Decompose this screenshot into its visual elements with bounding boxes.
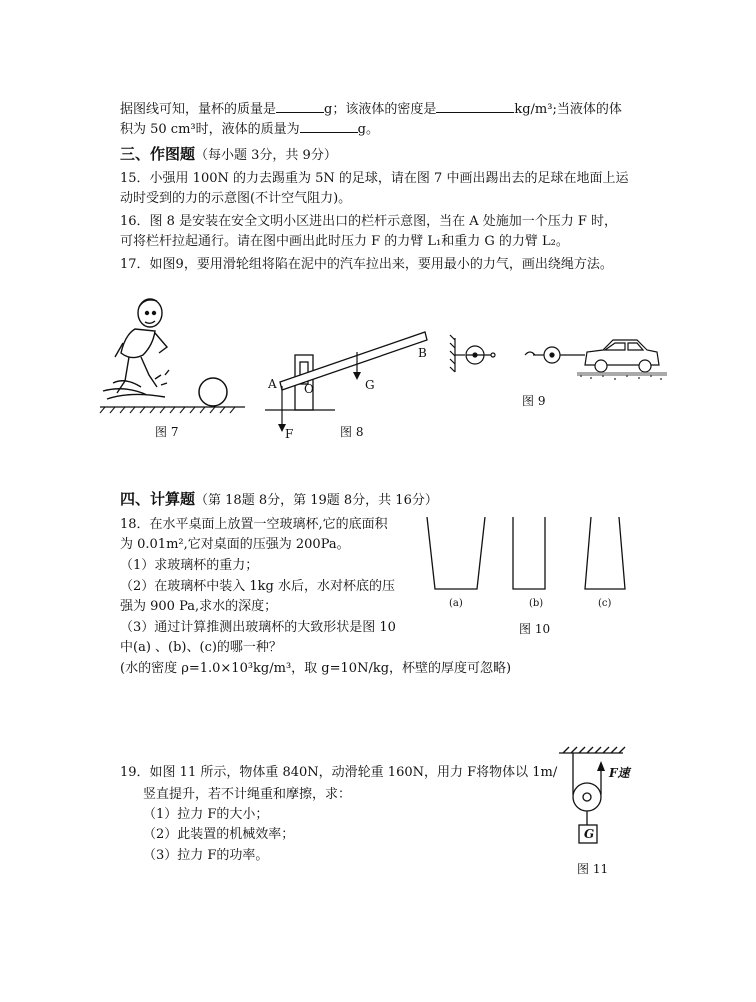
text-line [120,100,622,119]
cup-b-caption: (b) [529,598,544,609]
text-line [120,120,379,139]
question-19-line: （1）拉力 F的大小； [143,807,269,822]
question-18-line: （3）通过计算推测出玻璃杯的大致形状是图 10 [120,620,396,635]
figure-11-caption: 图 11 [577,862,609,876]
text: 据图线可知，量杯的质量是 [120,102,277,117]
figure-9-caption: 图 9 [522,394,546,408]
question-19-line: 竖直提升，若不计绳重和摩擦，求： [143,787,352,802]
label-b: B [418,346,427,360]
question-18-note: (水的密度 ρ=1.0×10³kg/m³，取 g=10N/kg，杯壁的厚度可忽略) [120,661,512,676]
question-18-line: （1）求玻璃杯的重力； [120,558,259,573]
answer-blank[interactable] [276,100,324,113]
text: kg/m³;当液体的体 [514,102,622,117]
football [199,378,227,406]
figure-7-caption: 图 7 [155,425,179,439]
question-18-line: 强为 900 Pa,求水的深度； [120,599,278,614]
answer-blank[interactable] [300,120,358,133]
text: g。 [357,122,379,137]
question-19-line: 19．如图 11 所示，物体重 840N，动滑轮重 160N，用力 F将物体以 1m/ [120,765,558,780]
label-g: G [365,378,375,392]
label-o: O [304,382,314,396]
section-heading [120,145,337,165]
figure-8-caption: 图 8 [340,425,364,439]
section-note: （第 18题 8分，第 19题 8分，共 16分） [195,493,438,508]
figure-10-caption: 图 10 [519,622,551,636]
question-19-line: （3）拉力 F的功率。 [143,848,269,863]
cup-a [427,517,485,589]
figure-7-illustration [95,295,255,415]
question-18-line: （2）在玻璃杯中装入 1kg 水后，水对杯底的压 [120,579,396,594]
section-note: （每小题 3分，共 9分） [195,148,337,163]
section-title: 四、计算题 [120,490,196,508]
question-16-line1: 16．图 8 是安装在安全文明小区进出口的栏杆示意图，当在 A 处施加一个压力 F 时， [120,214,618,229]
cup-c [585,517,625,589]
cup-a-caption: (a) [449,598,463,609]
question-17: 17．如图9，要用滑轮组将陷在泥中的汽车拉出来，要用最小的力气，画出绕绳方法。 [120,257,613,272]
figure-9-illustration [445,330,665,390]
cup-b [513,517,545,589]
question-15-line1: 15．小强用 100N 的力去踢重为 5N 的足球，请在图 7 中画出踢出去的足球在地面上运 [120,171,629,186]
label-f: F [285,427,294,441]
figure-11-illustration [557,745,637,855]
section-heading [120,490,438,510]
question-18-line: 中(a) 、(b)、(c)的哪一种？ [120,640,282,655]
section-title: 三、作图题 [120,145,196,163]
fig11-weight-label: G [584,827,595,841]
question-16-line2: 可将栏杆拉起通行。请在图中画出此时压力 F 的力臂 L₁和重力 G 的力臂 L₂。 [120,234,569,249]
question-15-line2: 动时受到的力的示意图(不计空气阻力)。 [120,191,352,206]
figure-10-illustration [425,515,625,595]
text: 积为 50 cm³时，液体的质量为 [120,122,300,137]
fig11-force-label: F速 [609,766,630,780]
question-18-line: 为 0.01m²,它对桌面的压强为 200Pa。 [120,537,350,552]
question-19-line: （2）此装置的机械效率； [143,827,295,842]
answer-blank[interactable] [436,100,514,113]
question-18-line: 18．在水平桌面上放置一空玻璃杯,它的底面积 [120,517,388,532]
cup-c-caption: (c) [598,598,612,609]
label-a: A [268,377,277,391]
text: g；该液体的密度是 [324,102,437,117]
